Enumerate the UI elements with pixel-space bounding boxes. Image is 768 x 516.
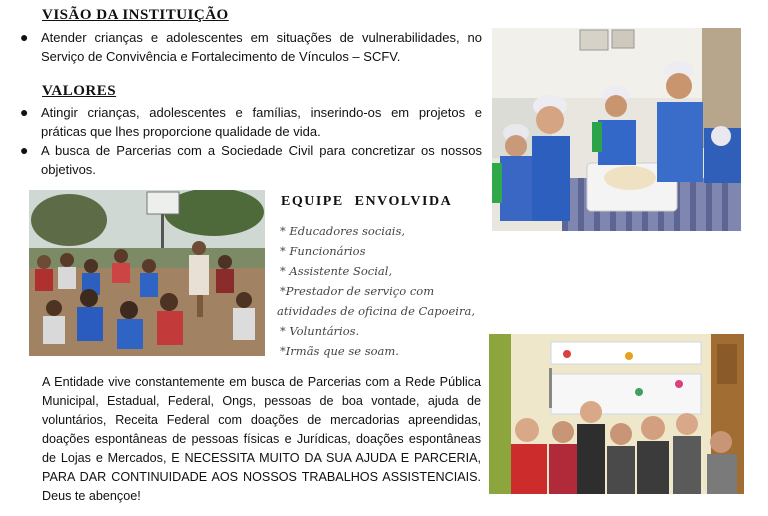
bullet-icon: ● (20, 104, 29, 120)
team-item: * Assistente Social, (280, 264, 393, 278)
team-item: *Irmãs que se soam. (280, 344, 399, 358)
bullet-icon: ● (20, 142, 29, 158)
outdoor-music-circle-photo (29, 190, 265, 356)
women-group-photo (489, 334, 744, 494)
team-item: *Prestador de serviço com (280, 284, 435, 298)
children-cooking-photo (492, 28, 741, 231)
values-item-text: A busca de Parcerias com a Sociedade Civil para concretizar os nossos objetivos. (41, 143, 482, 177)
team-list (277, 221, 475, 361)
team-item: * Voluntários. (280, 324, 360, 338)
vision-heading: VISÃO DA INSTITUIÇÃO (42, 7, 229, 23)
bullet-icon: ● (20, 29, 29, 45)
vision-item-text: Atender crianças e adolescentes em situações de vulnerabilidades, no Serviço de Convivência e Fortalecimento de Vínculos – SCFV. (41, 30, 482, 64)
team-heading: EQUIPE ENVOLVIDA (281, 194, 453, 209)
closing-paragraph: A Entidade vive constantemente em busca de Parcerias com a Rede Pública Municipal, Estadual, Federal, Ongs, pessoas de boa vontade, ajuda de voluntários, Receita Federal com doações de mercadorias apreendidas, doações espontâneas de pessoas físicas e Jurídicas, doações espontâneas de Lojas e Mercados, E NECESSITA MUITO DA SUA AJUDA E PARCERIA, PARA DAR CONTINUIDADE AOS NOSSOS TRABALHOS ASSISTENCIAIS. Deus te abençoe! (42, 375, 481, 503)
values-heading: VALORES (42, 83, 117, 99)
team-item: * Funcionários (280, 244, 366, 258)
values-item-text: Atingir crianças, adolescentes e famílias, inserindo-os em projetos e práticas que lhes proporcione qualidade de vida. (41, 105, 482, 139)
team-item: atividades de oficina de Capoeira, (277, 304, 475, 318)
team-item: * Educadores sociais, (280, 224, 406, 238)
